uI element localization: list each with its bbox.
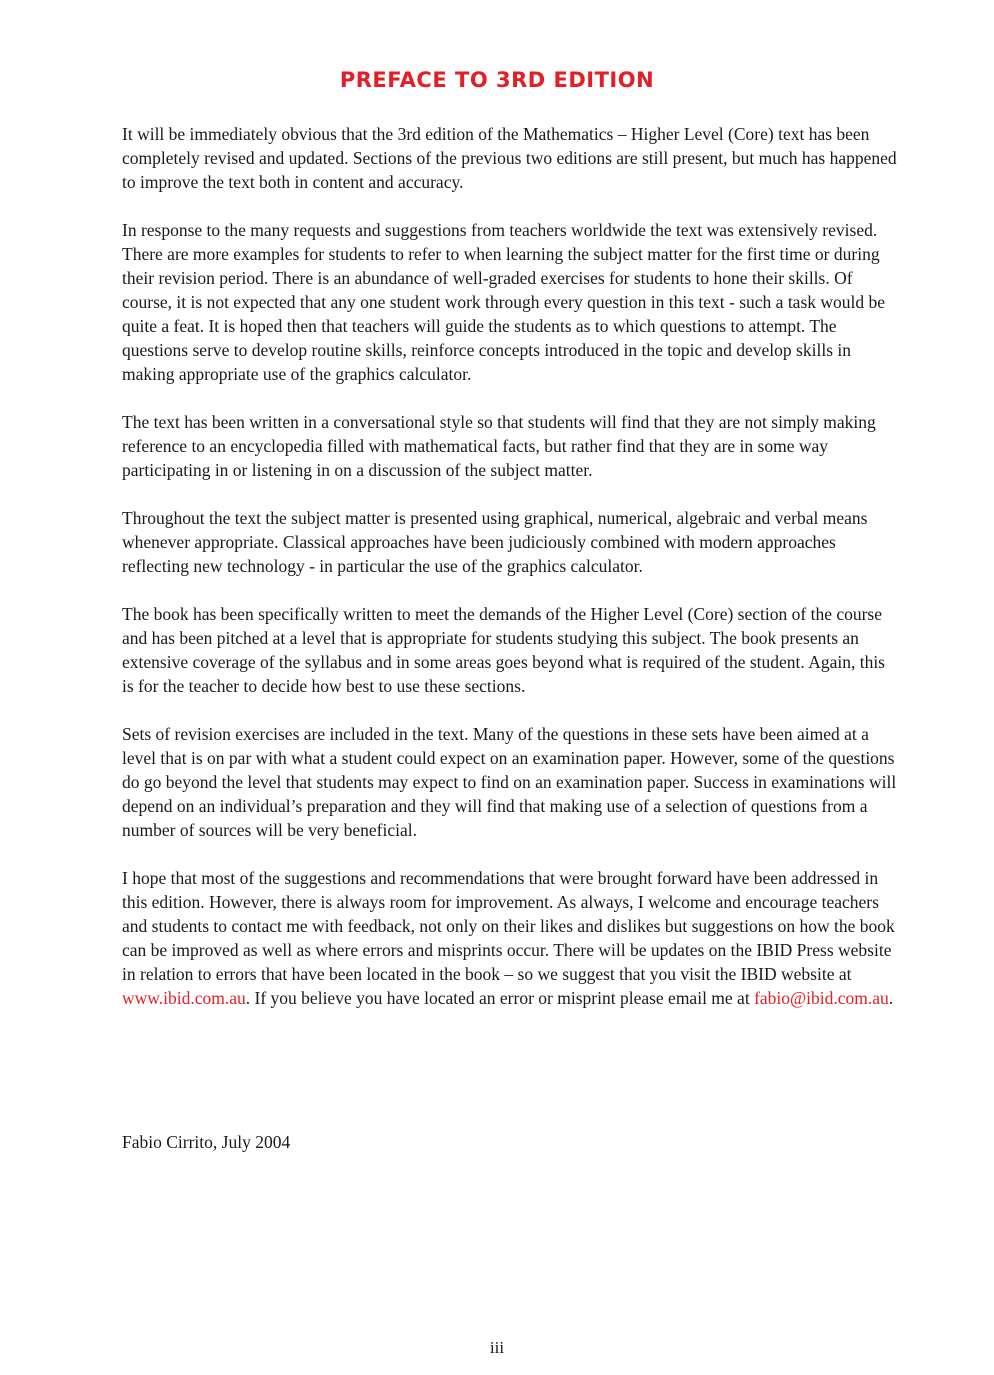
paragraph-5: The book has been specifically written to meet the demands of the Higher Level (Core) section of the course and has been pitched at a level that is appropriate for students studying this subject. The book presents an extensive coverage of the syllabus and in some areas goes beyond what is required of the student. Again, this is for the teacher to decide how best to use these sections. (122, 604, 885, 696)
page-number: iii (489, 1338, 505, 1357)
email-link[interactable]: fabio@ibid.com.au (754, 988, 889, 1008)
website-link[interactable]: www.ibid.com.au (122, 988, 246, 1008)
preface-body (122, 122, 898, 1034)
paragraph-7-text-a: I hope that most of the suggestions and recommendations that were brought forward have been addressed in this edition. However, there is always room for improvement. As always, I welcome and encourage teachers and students to contact me with feedback, not only on their likes and dislikes but suggestions on how the book can be improved as well as where errors and misprints occur. There will be updates on the IBID Press website in relation to errors that have been located in the book – so we suggest that you visit the IBID website at (122, 868, 895, 984)
paragraph-1: It will be immediately obvious that the 3rd edition of the Mathematics – Higher Level (Core) text has been completely revised and updated. Sections of the previous two editions are still present, but much has happened to improve the text both in content and accuracy. (122, 124, 897, 192)
paragraph-6: Sets of revision exercises are included in the text. Many of the questions in these sets have been aimed at a level that is on par with what a student could expect on an examination paper. However, some of the questions do go beyond the level that students may expect to find on an examination paper. Success in examinations will depend on an individual’s preparation and they will find that making use of a selection of questions from a number of sources will be very beneficial. (122, 724, 897, 840)
paragraph-4: Throughout the text the subject matter is presented using graphical, numerical, algebraic and verbal means whenever appropriate. Classical approaches have been judiciously combined with modern approaches reflecting new technology - in particular the use of the graphics calculator. (122, 508, 868, 576)
paragraph-2: In response to the many requests and suggestions from teachers worldwide the text was extensively revised. There are more examples for students to refer to when learning the subject matter for the first time or during their revision period. There is an abundance of well-graded exercises for students to hone their skills. Of course, it is not expected that any one student work through every question in this text - such a task would be quite a feat. It is hoped then that teachers will guide the students as to which questions to attempt. The questions serve to develop routine skills, reinforce concepts introduced in the topic and develop skills in making appropriate use of the graphics calculator. (122, 220, 886, 384)
author-signature: Fabio Cirrito, July 2004 (122, 1132, 291, 1152)
paragraph-3: The text has been written in a conversational style so that students will find that they are not simply making reference to an encyclopedia filled with mathematical facts, but rather find that they are in some way participating in or listening in on a discussion of the subject matter. (122, 412, 876, 480)
paragraph-7-text-c: . (888, 988, 894, 1008)
paragraph-7-text-b: . If you believe you have located an error or misprint please email me at (245, 988, 755, 1008)
page-title: PREFACE TO 3RD EDITION (339, 68, 655, 92)
paragraph-7 (122, 866, 898, 1010)
